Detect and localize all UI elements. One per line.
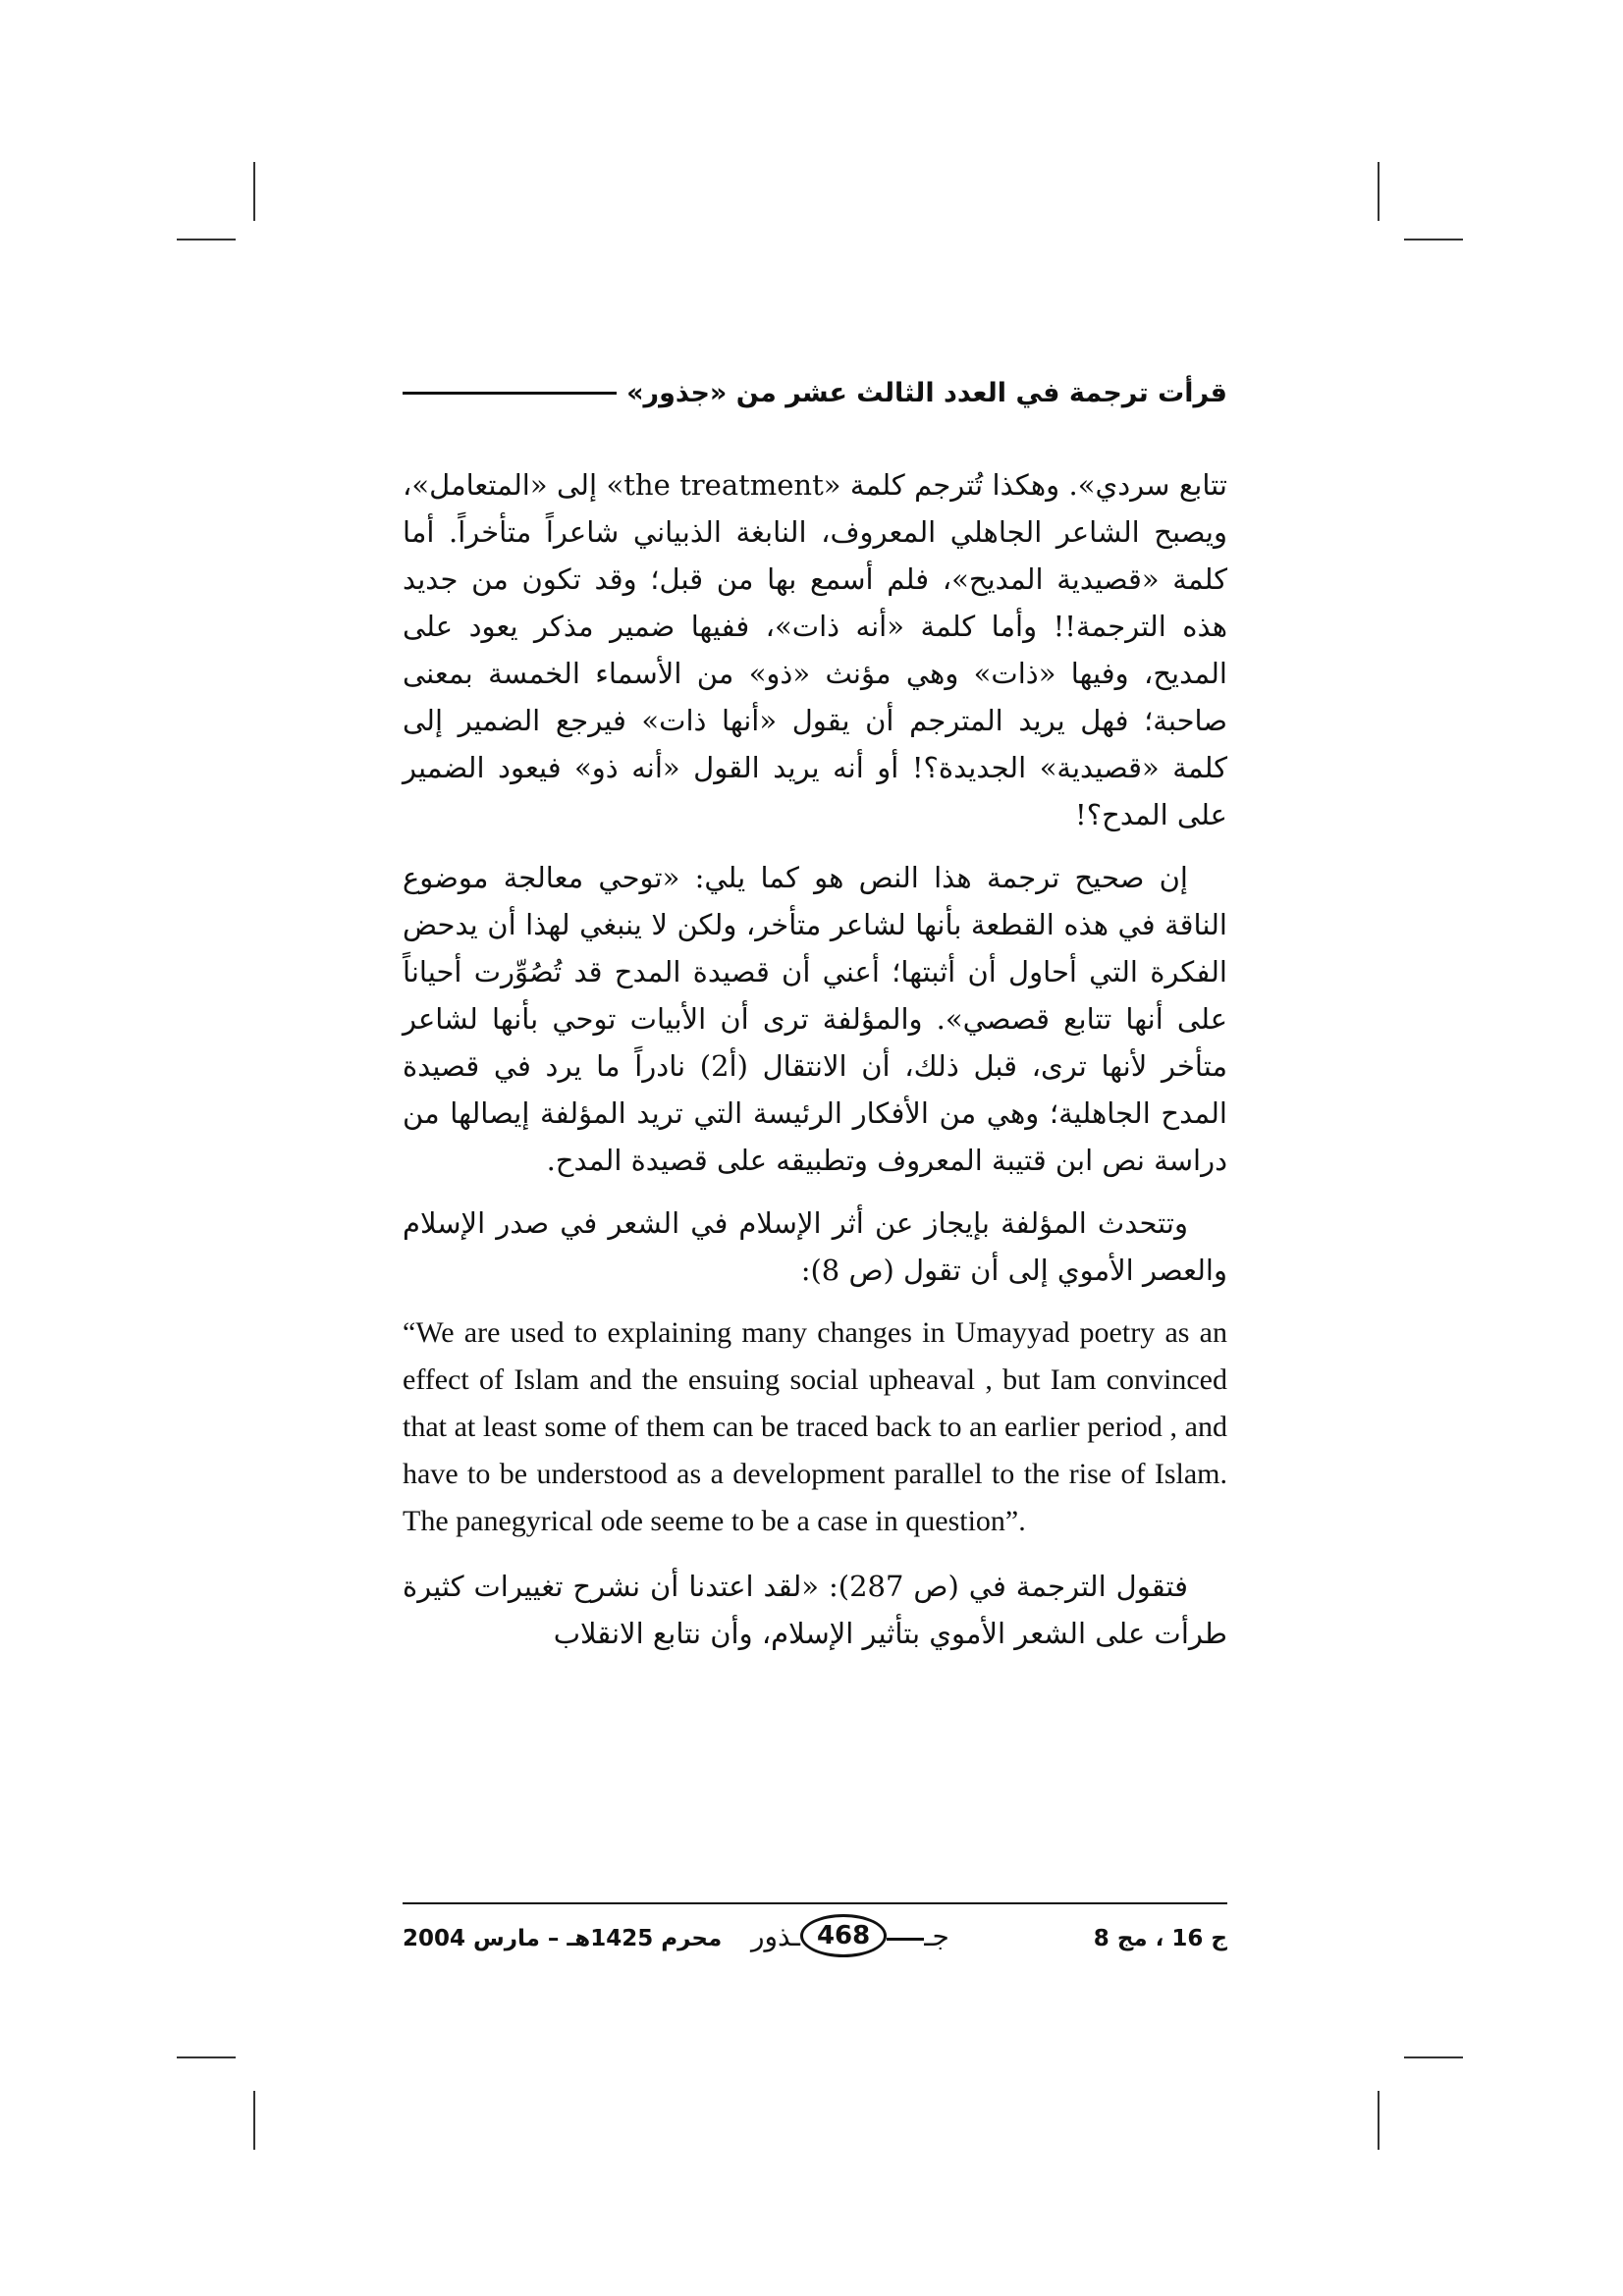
crop-mark [177,2056,236,2058]
paragraph: إن صحيح ترجمة هذا النص هو كما يلي: «توحي معالجة موضوع الناقة في هذه القطعة بأنها لشاعر متأخر، ولكن لا ينبغي لهذا أن يدحض الفكرة التي أحاول أن أثبتها؛ أعني أن قصيدة المدح قد تُصُوِّرت أحياناً على أنها تتابع قصصي». والمؤلفة ترى أن الأبيات توحي بأنها لشاعر متأخر لأنها ترى، قبل ذلك، أن الانتقال (أ2) نادراً ما يرد في قصيدة المدح الجاهلية؛ وهي من الأفكار الرئيسة التي تريد المؤلفة إيصالها من دراسة نص ابن قتيبة المعروف وتطبيقه على قصيدة المدح. [403,861,1227,1177]
english-quote: “We are used to explaining many changes in Umayyad poetry as an effect of Islam and the ensuing social upheaval , but Iam convinced that at least some of them can be traced back to an earlier period , and have to be understood as a development parallel to the rise of Islam. The panegyrical ode seeme to be a case in question”. [403,1316,1227,1537]
article-body [403,461,1227,1657]
brand-text-left: ـذور [751,1919,800,1952]
crop-mark [253,162,255,221]
footer-rule [403,1902,1227,1904]
crop-mark [1404,2056,1463,2058]
footer-date: محرم 1425هـ – مارس 2004 [403,1926,723,1951]
crop-mark [1404,239,1463,240]
page-footer [403,1914,1227,1973]
header-title: قرأت ترجمة في العدد الثالث عشر من «جذور» [626,377,1227,408]
crop-mark [253,2091,255,2150]
paragraph: فتقول الترجمة في (ص 287): «لقد اعتدنا أن نشرح تغييرات كثيرة طرأت على الشعر الأموي بتأثير الإسلام، وأن نتابع الانقلاب [403,1570,1227,1650]
brand-dash [887,1938,924,1941]
crop-mark [1378,162,1380,221]
journal-brand [751,1914,949,1957]
page-number: 468 [800,1914,887,1957]
crop-mark [1378,2091,1380,2150]
page-content [403,373,1227,1673]
running-header [403,373,1227,412]
crop-mark [177,239,236,240]
paragraph: تتابع سردي». وهكذا تُترجم كلمة «the treatment» إلى «المتعامل»، ويصبح الشاعر الجاهلي المعروف، النابغة الذبياني شاعراً متأخراً. أما كلمة «قصيدية المديح»، فلم أسمع بها من قبل؛ وقد تكون من جديد هذه الترجمة!! وأما كلمة «أنه ذات»، ففيها ضمير مذكر يعود على المديح، وفيها «ذات» وهي مؤنث «ذو» من الأسماء الخمسة بمعنى صاحبة؛ فهل يريد المترجم أن يقول «أنها ذات» فيرجع الضمير إلى كلمة «قصيدية» الجديدة؟! أو أنه يريد القول «أنه ذو» فيعود الضمير على المدح؟! [403,468,1228,831]
footer-volume: ج 16 ، مج 8 [1093,1926,1227,1951]
paragraph: وتتحدث المؤلفة بإيجاز عن أثر الإسلام في الشعر في صدر الإسلام والعصر الأموي إلى أن تقول (ص 8): [403,1206,1227,1287]
header-rule [403,392,617,395]
brand-text-right: جـ [924,1919,949,1952]
